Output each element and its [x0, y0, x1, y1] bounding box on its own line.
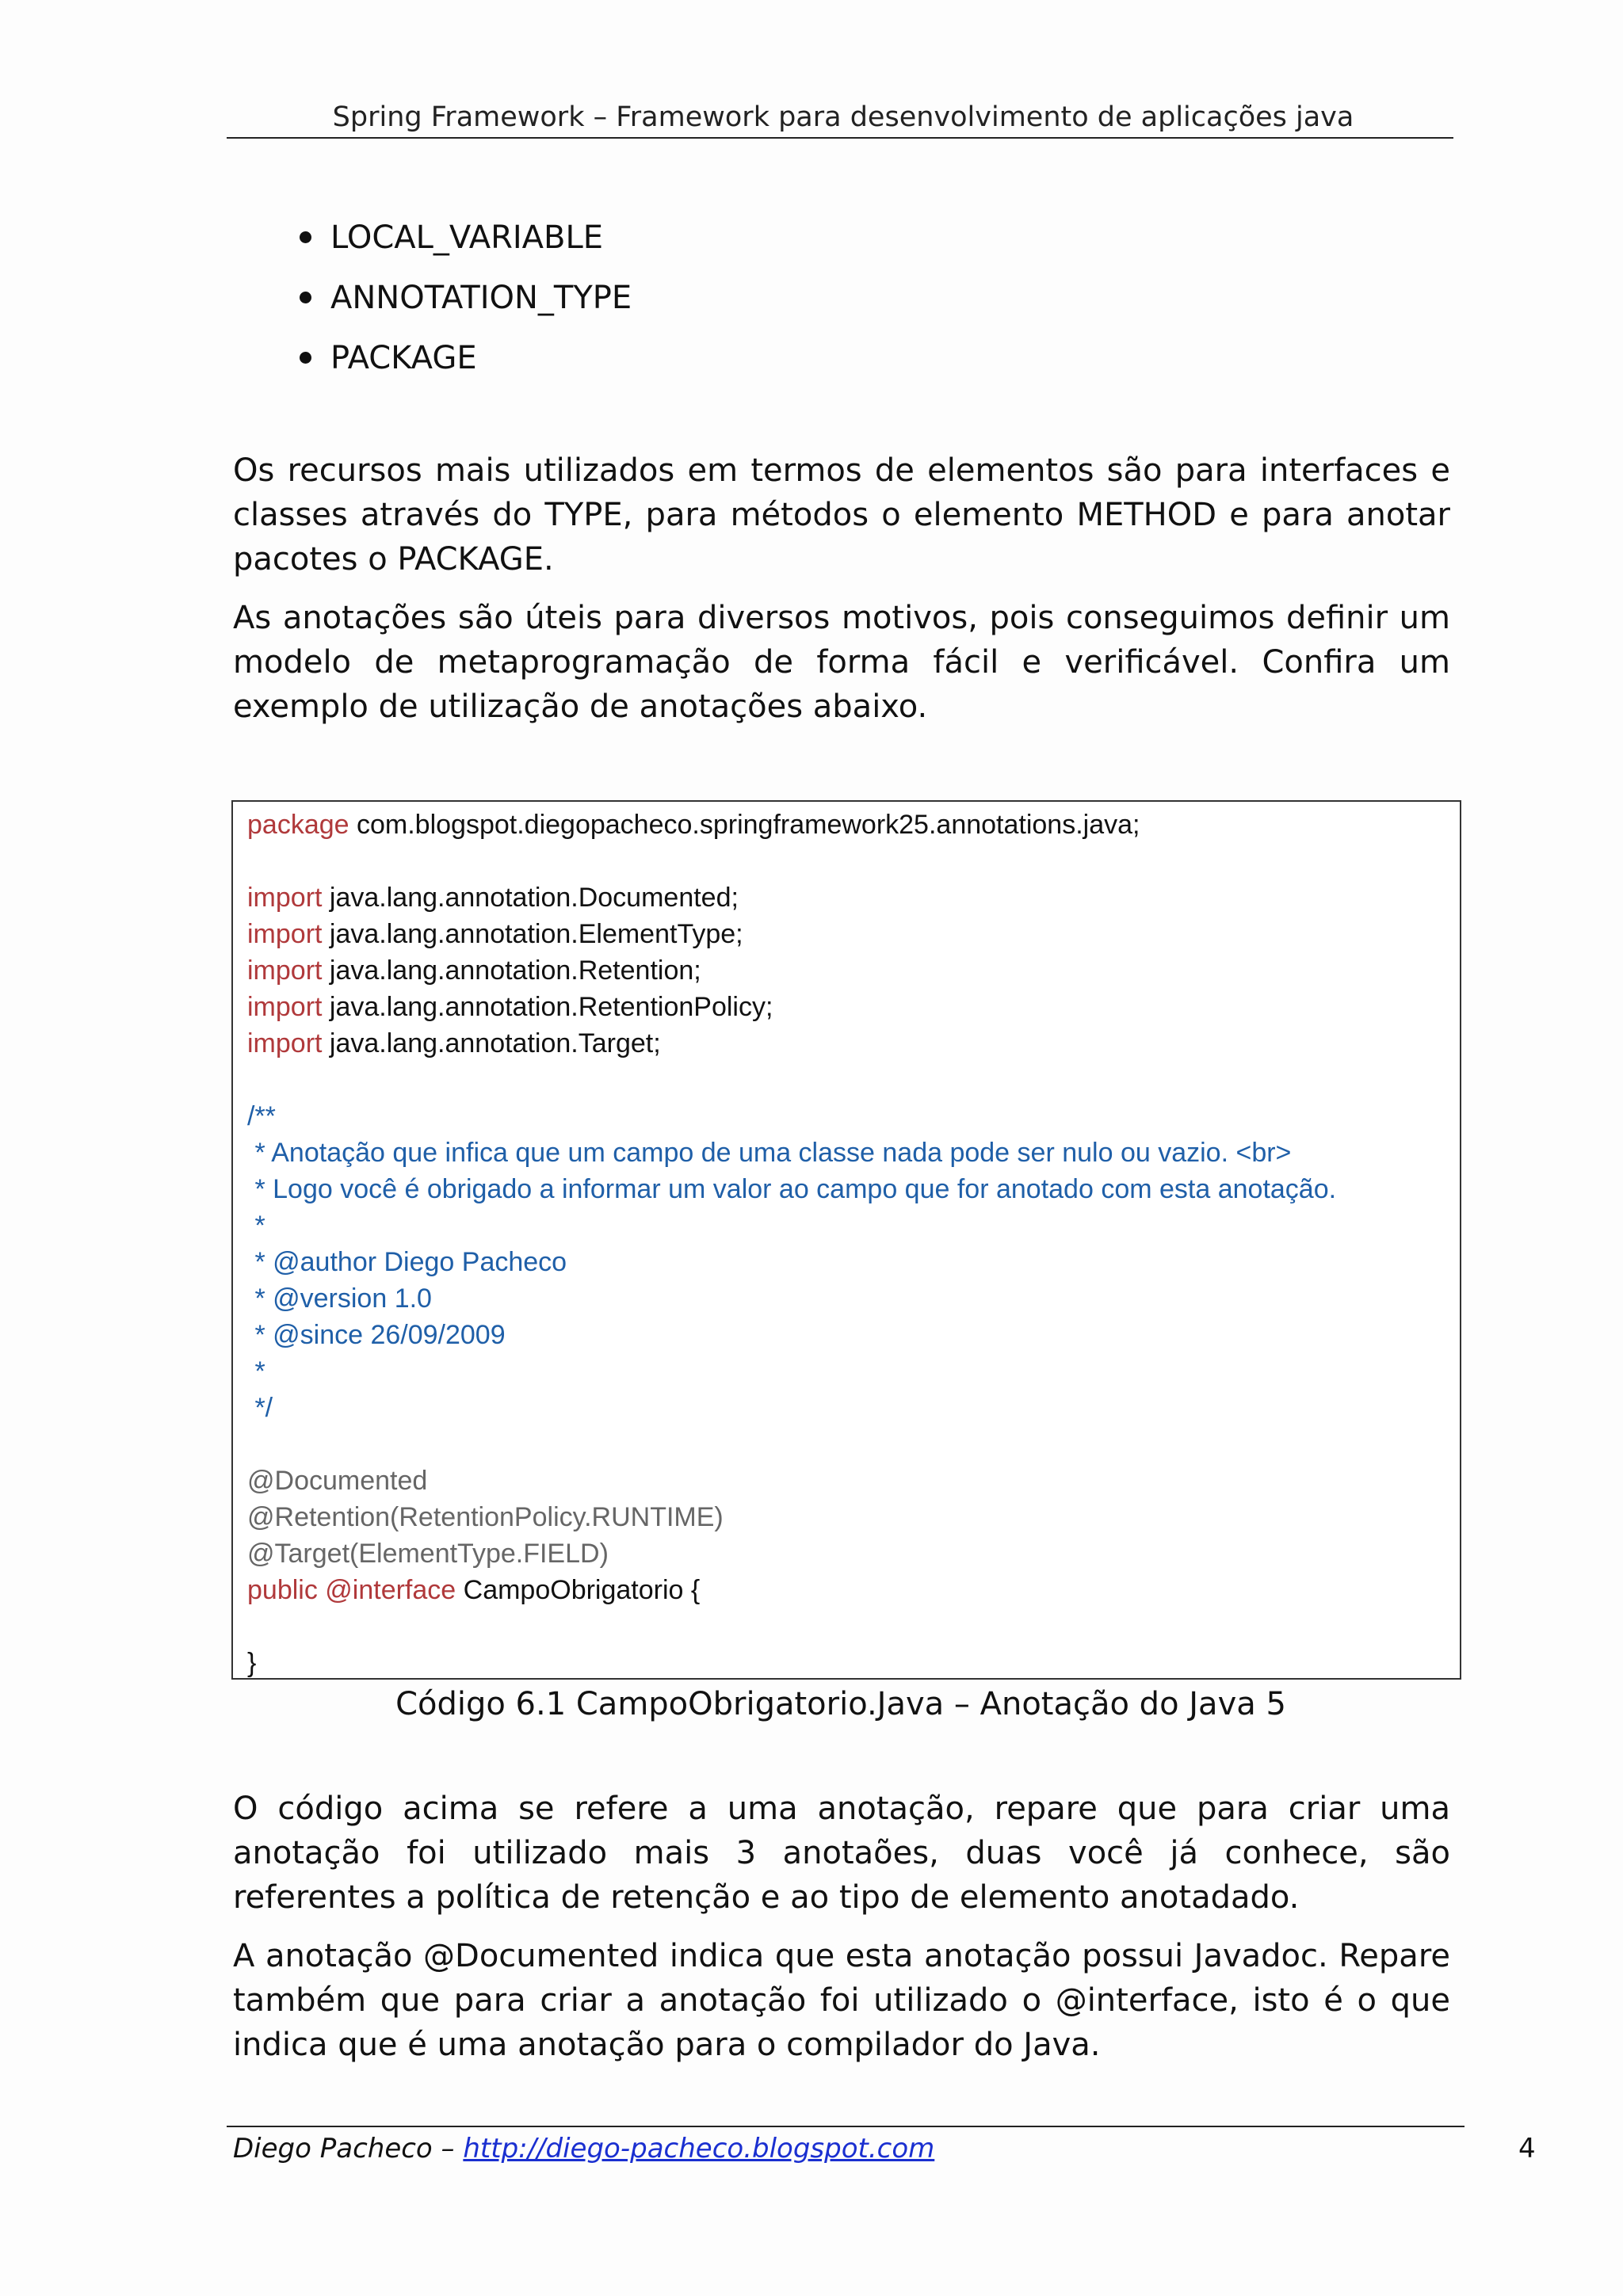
- bullet-list: [300, 208, 632, 388]
- code-listing: [231, 800, 1461, 1680]
- code-comment-line: * @author Diego Pacheco: [247, 1247, 567, 1277]
- code-import-line: import java.lang.annotation.ElementType;: [247, 919, 743, 949]
- code-import-line: import java.lang.annotation.RetentionPolicy;: [247, 992, 773, 1022]
- code-comment-line: * @since 26/09/2009: [247, 1320, 506, 1350]
- code-comment-line: * Anotação que infica que um campo de uma classe nada pode ser nulo ou vazio. <br>: [247, 1138, 1292, 1168]
- code-comment-line: *: [247, 1211, 265, 1241]
- code-package-line: package com.blogspot.diegopacheco.springframework25.annotations.java;: [247, 810, 1140, 840]
- code-annotation-line: @Retention(RetentionPolicy.RUNTIME): [247, 1502, 724, 1532]
- footer-divider: [227, 2126, 1465, 2127]
- code-import-line: import java.lang.annotation.Documented;: [247, 883, 739, 913]
- code-comment-line: */: [247, 1393, 273, 1423]
- list-item: ANNOTATION_TYPE: [300, 268, 632, 328]
- header-divider: [227, 137, 1453, 139]
- paragraph-code-explanation: O código acima se refere a uma anotação, repare que para criar uma anotação foi utilizado mais 3 anotaões, duas você já conhece, são referentes a política de retenção e ao tipo de elemento anotadado.: [233, 1791, 1450, 1916]
- code-import-line: import java.lang.annotation.Target;: [247, 1028, 661, 1058]
- code-comment-line: *: [247, 1356, 265, 1386]
- bullet-icon: [300, 231, 311, 243]
- paragraph-element-usage: Os recursos mais utilizados em termos de elementos são para interfaces e classes através do TYPE, para métodos o elemento METHOD e para anotar pacotes o PACKAGE.: [233, 452, 1450, 578]
- page-footer: [233, 2133, 934, 2164]
- code-comment-line: * Logo você é obrigado a informar um valor ao campo que for anotado com esta anotação.: [247, 1174, 1337, 1204]
- page-header-title: Spring Framework – Framework para desenvolvimento de aplicações java: [332, 101, 1354, 133]
- list-item: LOCAL_VARIABLE: [300, 208, 632, 268]
- code-closing-brace: }: [247, 1648, 257, 1678]
- paragraph-documented-explanation: A anotação @Documented indica que esta anotação possui Javadoc. Repare também que para criar a anotação foi utilizado o @interface, isto é o que indica que é uma anotação para o compilador do Java.: [233, 1938, 1450, 2063]
- code-comment-line: /**: [247, 1101, 276, 1131]
- code-caption: Código 6.1 CampoObrigatorio.Java – Anotação do Java 5: [395, 1686, 1286, 1722]
- bullet-icon: [300, 292, 311, 303]
- code-annotation-line: @Target(ElementType.FIELD): [247, 1539, 609, 1569]
- code-declaration-line: public @interface CampoObrigatorio {: [247, 1575, 701, 1605]
- bullet-icon: [300, 352, 311, 364]
- list-item: PACKAGE: [300, 328, 632, 388]
- code-annotation-line: @Documented: [247, 1466, 428, 1496]
- footer-author: Diego Pacheco –: [233, 2133, 464, 2164]
- page-number: 4: [1518, 2133, 1536, 2164]
- footer-blog-link[interactable]: http://diego-pacheco.blogspot.com: [463, 2133, 935, 2164]
- code-comment-line: * @version 1.0: [247, 1283, 432, 1314]
- code-import-line: import java.lang.annotation.Retention;: [247, 955, 701, 986]
- paragraph-annotation-benefits: As anotações são úteis para diversos motivos, pois conseguimos definir um modelo de metaprogramação de forma fácil e verificável. Confira um exemplo de utilização de anotações abaixo.: [233, 600, 1450, 725]
